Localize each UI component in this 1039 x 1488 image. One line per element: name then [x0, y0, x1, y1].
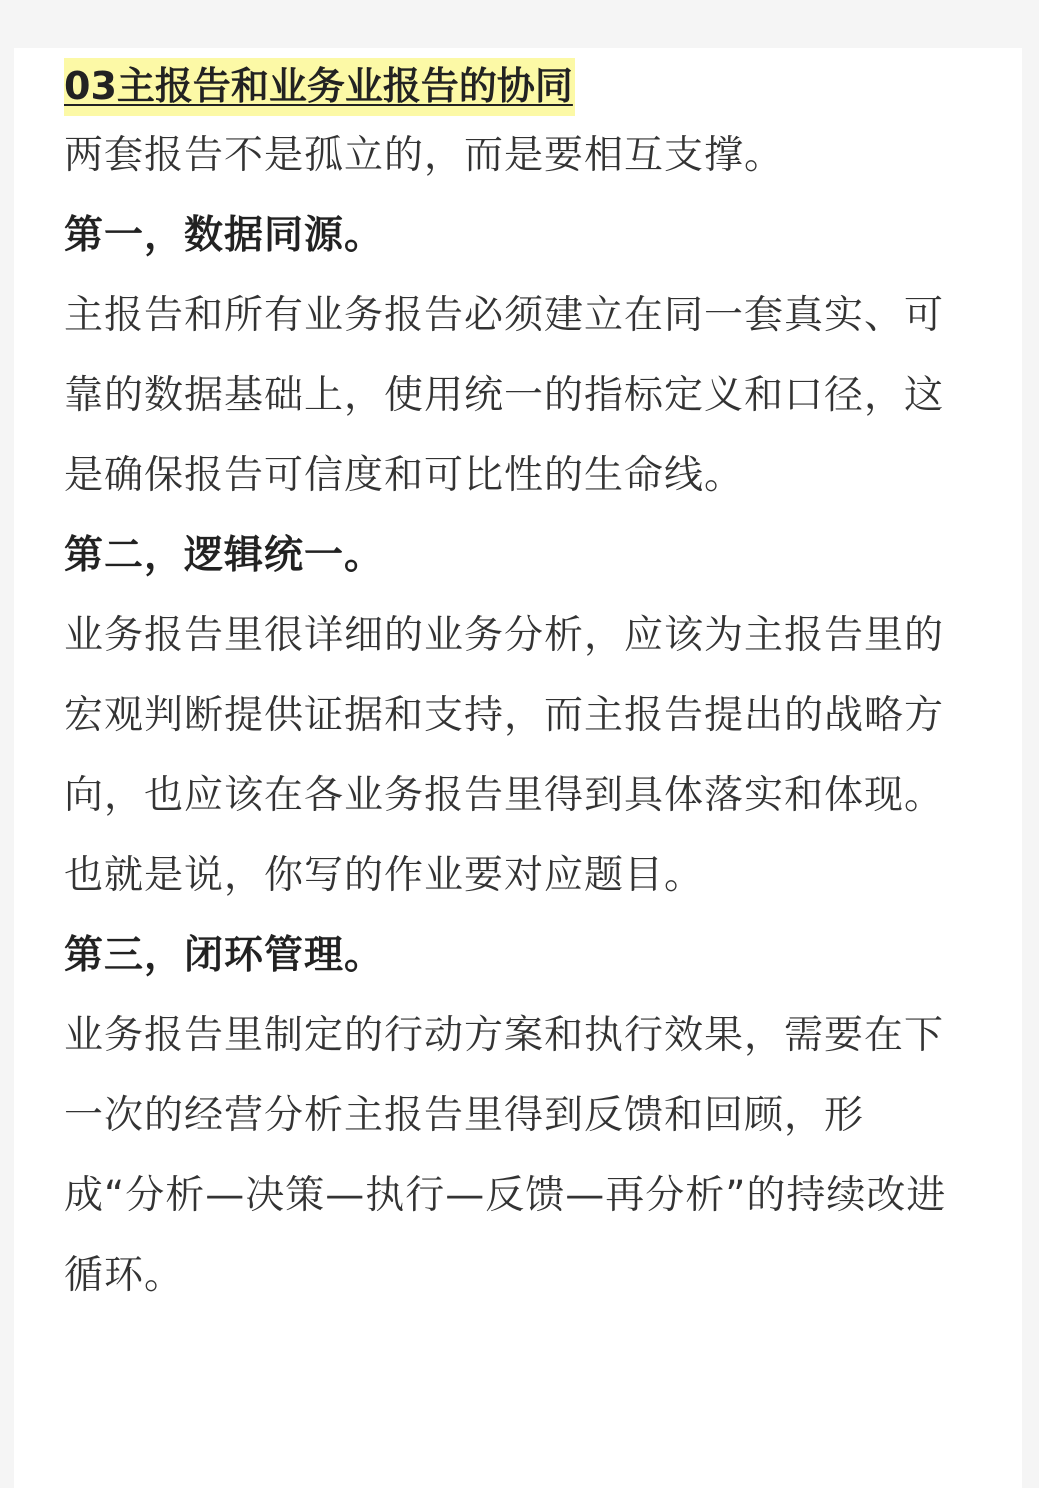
point-three-heading: 第三，闭环管理。: [64, 933, 385, 978]
section-heading: 03主报告和业务业报告的协同: [64, 58, 575, 116]
point-two-heading: 第二，逻辑统一。: [64, 533, 385, 578]
point-one-heading: 第一，数据同源。: [64, 213, 385, 258]
point-two-note: 也就是说，你写的作业要对应题目。: [64, 853, 705, 898]
intro-paragraph: 两套报告不是孤立的，而是要相互支撑。: [64, 133, 785, 178]
point-three-paragraph: 业务报告里制定的行动方案和执行效果，需要在下一次的经营分析主报告里得到反馈和回顾，形成“分析—决策—执行—反馈—再分析”的持续改进循环。: [64, 1013, 947, 1298]
point-two-paragraph: 业务报告里很详细的业务分析，应该为主报告里的宏观判断提供证据和支持，而主报告提出的战略方向，也应该在各业务报告里得到具体落实和体现。: [64, 613, 945, 818]
point-one-paragraph: 主报告和所有业务报告必须建立在同一套真实、可靠的数据基础上，使用统一的指标定义和口径，这是确保报告可信度和可比性的生命线。: [64, 293, 945, 498]
document-page: [14, 48, 1022, 1488]
article-body: [64, 58, 964, 1316]
